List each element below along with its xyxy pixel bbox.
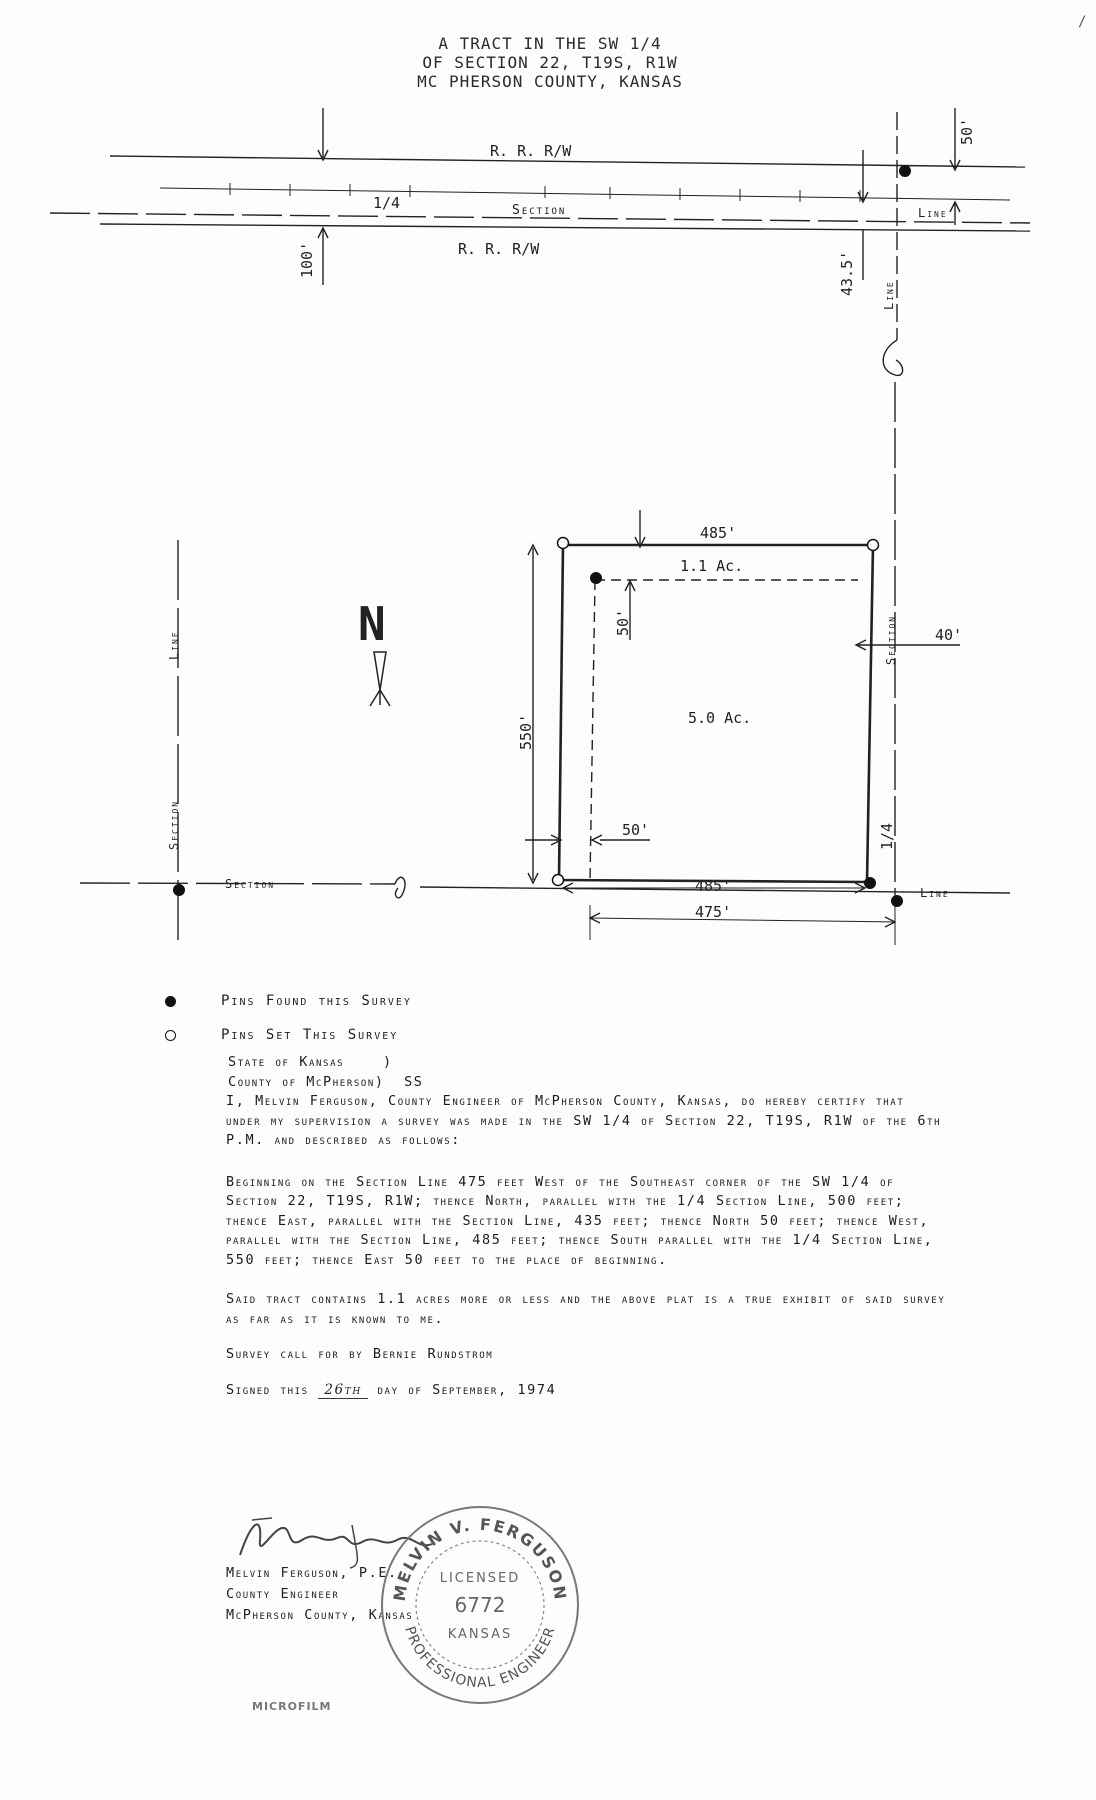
acre-1-1: 1.1 Ac. [680,557,744,575]
pin-found [590,572,602,584]
dim-40: 40' [935,626,963,644]
pin-found [864,877,876,889]
pin-set [553,875,564,886]
survey-called-for: Survey call for by Bernie Rundstrom [226,1346,494,1362]
signed-post: day of September, 1974 [377,1381,557,1398]
quarter-section-line [160,188,1010,200]
line-label: Line [918,206,948,220]
rr-row-line-bottom [100,224,1030,231]
legend-set-label: Pins Set This Survey [221,1027,399,1043]
signer-place: McPherson County, Kansas [226,1607,414,1623]
dim-50-top: 50' [958,117,976,145]
seal-top-text: MELVIN V. FERGUSON [389,1514,571,1603]
section-label: Section [512,203,567,218]
venue-state: State of Kansas ) [228,1054,393,1070]
quarter-label: 1/4 [373,194,401,212]
signer-name: Melvin Ferguson, P.E. [226,1565,398,1581]
bottom-485: 485' [695,877,732,895]
signed-date-line [226,1381,948,1401]
venue-county: County of McPherson) SS [228,1073,424,1090]
left-section-label: Section [167,799,181,850]
pin-found [173,884,185,896]
acre-5-0: 5.0 Ac. [688,709,752,727]
filled-circle-icon [165,996,176,1007]
pin-set [558,538,569,549]
dim-50-bottom: 50' [622,821,650,839]
pin-found [899,165,911,177]
dim-550: 550' [517,713,535,750]
title-line-1: A TRACT IN THE SW 1/4 [438,34,662,53]
dim-100: 100' [298,241,316,278]
pin-found [891,895,903,907]
rr-row-bottom-label: R. R. R/W [458,240,540,258]
corner-mark: / [1078,14,1087,30]
bottom-475: 475' [695,903,732,921]
signed-day: 26th [318,1382,367,1399]
legend-found [165,993,412,1009]
bottom-line-label: Line [920,886,950,900]
seal-licensed: LICENSED [439,1571,521,1586]
top-485: 485' [700,524,737,542]
signed-pre: Signed this [226,1381,309,1398]
microfilm-stamp: MICROFILM [252,1700,332,1713]
vertical-line-label: Line [882,280,896,310]
north-label: N [358,597,386,651]
north-arrow [374,652,386,690]
title-line-2: OF SECTION 22, T19S, R1W [422,53,678,72]
seal-number: 6772 [454,1593,506,1617]
left-line-label: Line [167,630,181,660]
right-quarter-label: 1/4 [878,822,896,850]
right-section-label: Section [884,614,898,665]
seal-state: KANSAS [447,1627,513,1642]
legal-description: Beginning on the Section Line 475 feet West of the Southeast corner of the SW 1/4 of Section 22, T19S, R1W; thence North, parallel with the 1/4 Section Line, 500 feet; thence East, parallel with the Section Line, 435 feet; thence North 50 feet; thence West, parallel with the Section Line, 485 feet; thence South parallel with the 1/4 Section Line, 550 feet; thence East 50 feet to the place of beginning. [226,1173,934,1268]
seal-bottom-text: PROFESSIONAL ENGINEER [401,1624,559,1692]
rr-row-top-label: R. R. R/W [490,142,572,160]
svg-text:MELVIN V. FERGUSON [390,1515,570,1603]
certificate-intro: I, Melvin Ferguson, County Engineer of McPherson County, Kansas, do hereby certify that under my supervision a survey was made in the SW 1/4 of Section 22, T19S, R1W of the 6th P.M. and described as follows: [226,1093,942,1148]
title-line-3: MC PHERSON COUNTY, KANSAS [417,72,683,91]
legend-set [165,1027,398,1043]
engineer-seal [375,1500,585,1710]
pins [173,165,911,907]
certificate [228,1053,948,1416]
inner-boundary-left [590,580,595,880]
acreage-statement: Said tract contains 1.1 acres more or less and the above plat is a true exhibit of said survey as far as it is known to me. [226,1291,946,1327]
dim-43-5: 43.5' [838,250,856,296]
legend-found-label: Pins Found this Survey [221,993,412,1009]
bottom-section-label: Section [225,877,276,891]
open-circle-icon [165,1030,176,1041]
pin-set [868,540,879,551]
signer-title: County Engineer [226,1586,340,1602]
dim-50-inner: 50' [614,608,632,636]
